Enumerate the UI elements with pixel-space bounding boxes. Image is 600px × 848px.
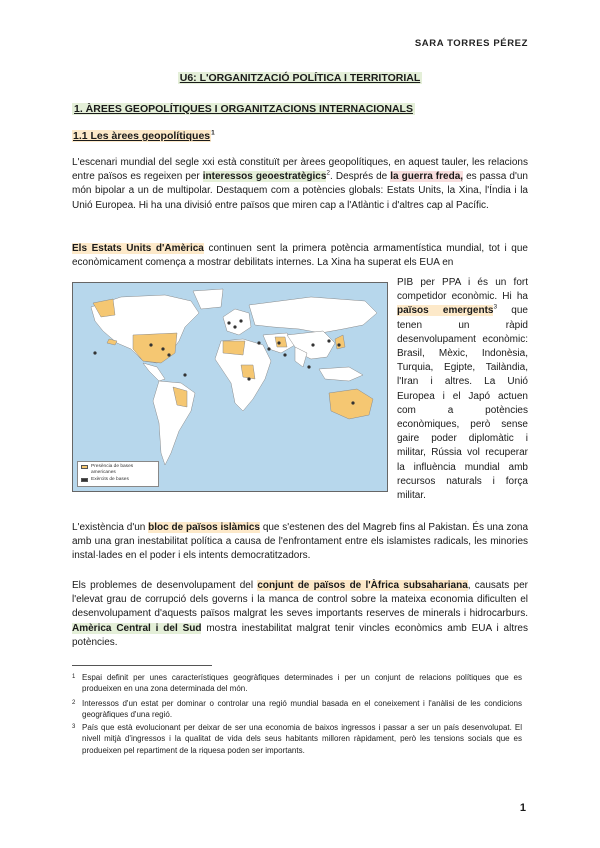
footnote-ref: 2 — [326, 169, 331, 177]
footnote-ref: 1 — [211, 129, 215, 137]
section-heading: 1. ÀREES GEOPOLÍTIQUES I ORGANITZACIONS INTERNACIONALS — [74, 103, 413, 115]
author-name: SARA TORRES PÉREZ — [414, 38, 528, 49]
world-map-figure — [72, 282, 388, 492]
paragraph-islamic-bloc: L'existència d'un bloc de països islàmics que s'estenen des del Magreb fins al Pakistan. És una zona amb una gran inestabilitat política a causa de l'enfrontament entre els islamistes radicals, les minories instal·lades en el poder i els intents democratitzadors. — [72, 522, 529, 562]
paragraph-geopolitical-areas: L'escenari mundial del segle xxi està constituït per àrees geopolítiques, en aquest tauler, les relacions entre països es regeixen per interessos geoestratègics$^2$. Després de la guerra freda, es passa d'un món bipolar a un de multipolar. Destaquem com a potències globals: Estats Units, la Xina, l'Índia i la Unió Europea. Hi ha una divisió entre països que miren cap a l'Atlàntic i d'altres cap al Pacífic. — [72, 157, 528, 211]
highlight-term: conjunt de països de l'Àfrica subsahariana — [257, 580, 468, 591]
footnote-ref: 3 — [493, 304, 498, 312]
legend-swatch — [81, 465, 88, 469]
map-legend — [77, 461, 159, 487]
highlight-term: interessos geoestratègics — [202, 171, 327, 183]
footnote: 3 País que està evolucionant per deixar de ser una economia de baixos ingressos i passar a ser un país desenvolupat. El nivell mitjà d'ingressos i la qualitat de vida dels seus habitants milloren ràpidament, però les tensions socials que es produeixen pel repartiment de la riquesa poden ser importants. — [72, 723, 522, 755]
page-number: 1 — [519, 802, 526, 814]
footnote: 1 Espai definit per unes característiques geogràfiques determinades i per un conjunt de relacions polítiques que es produeixen en una zona determinada del món. — [72, 673, 522, 694]
highlight-term: bloc de països islàmics — [148, 522, 260, 533]
paragraph-usa: Els Estats Units d'Amèrica continuen sent la primera potència armamentística mundial, tot i que econòmicament comença a mostrar debilitats internes. La Xina ha superat els EUA en — [72, 243, 528, 269]
legend-swatch — [81, 478, 88, 482]
legend-item: Presència de bases americanes — [81, 464, 155, 476]
paragraph-emerging-countries: PIB per PPA i és un fort competidor econòmic. Hi ha països emergents$^3$ que tenen un ràpid desenvolupament econòmic: Brasil, Mèxic, Indonèsia, Turquia, Egipte, Tailàndia, l'Iran i altres. La Unió Europea i el Japó actuen com a potències econòmiques, però sense gaire poder diplomàtic i militar, Rússia vol recuperar la influència mundial amb recursos naturals i força militar. — [397, 277, 528, 502]
highlight-term: països emergents — [397, 305, 494, 317]
legend-item: Exèrcits de bases — [81, 477, 155, 483]
paragraph-africa: Els problemes de desenvolupament del conjunt de països de l'Àfrica subsahariana, causats per l'elevat grau de corrupció dels governs i la manca de control sobre la mateixa economia dificulten el desenvolupament d'aquests països malgrat les seves importants reserves de minerals i hidrocarburs. Amèrica Central i del Sud mostra inestabilitat malgrat tenir vincles econòmics amb EUA i altres potències. — [72, 580, 528, 648]
highlight-term: la guerra freda, — [390, 171, 464, 183]
unit-title: U6: L'ORGANITZACIÓ POLÍTICA I TERRITORIAL — [179, 72, 421, 84]
subsection-heading: 1.1 Les àrees geopolítiques$^1$ — [73, 129, 215, 142]
footnote: 2 Interessos d'un estat per dominar o controlar una regió mundial basada en el coneixement i l'anàlisi de les condicions geogràfiques d'una regió. — [72, 699, 522, 720]
footnote-separator — [72, 665, 212, 666]
highlight-term: Amèrica Central i del Sud — [72, 622, 202, 634]
highlight-term: Els Estats Units d'Amèrica — [72, 243, 204, 254]
